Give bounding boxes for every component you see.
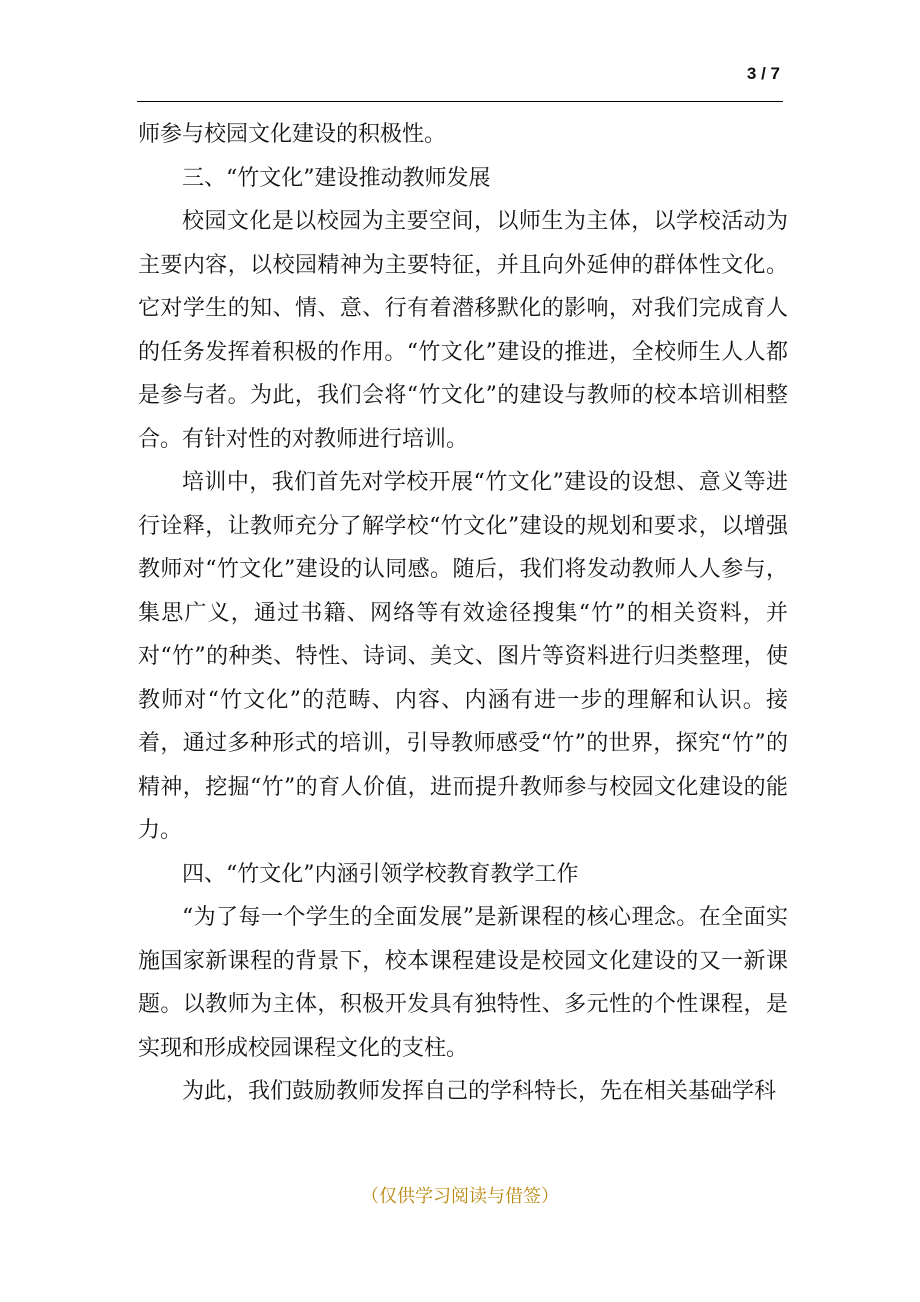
paragraph: “为了每一个学生的全面发展”是新课程的核心理念。在全面实施国家新课程的背景下，校本课程建设是校园文化建设的又一新课题。以教师为主体，积极开发具有独特性、多元性的个性课程，是实现和形成校园课程文化的支柱。 bbox=[138, 905, 788, 1061]
header-divider bbox=[137, 101, 783, 102]
page-number: 3 / 7 bbox=[746, 64, 780, 83]
section-heading-three: 三、“竹文化”建设推动教师发展 bbox=[182, 165, 491, 191]
paragraph: 培训中，我们首先对学校开展“竹文化”建设的设想、意义等进行诠释，让教师充分了解学校“竹文化”建设的规划和要求，以增强教师对“竹文化”建设的认同感。随后，我们将发动教师人人参与，集思广义，通过书籍、网络等有效途径搜集“竹”的相关资料，并对“竹”的种类、特性、诗词、美文、图片等资料进行归类整理，使教师对“竹文化”的范畴、内容、内涵有进一步的理解和认识。接着，通过多种形式的培训，引导教师感受“竹”的世界，探究“竹”的精神，挖掘“竹”的育人价值，进而提升教师参与校园文化建设的能力。 bbox=[138, 470, 788, 843]
footer-note: （仅供学习阅读与借签） bbox=[361, 1186, 559, 1207]
document-body bbox=[138, 113, 788, 1114]
paragraph-continued: 师参与校园文化建设的积极性。 bbox=[138, 122, 447, 147]
paragraph: 校园文化是以校园为主要空间，以师生为主体，以学校活动为主要内容，以校园精神为主要特征，并且向外延伸的群体性文化。它对学生的知、情、意、行有着潜移默化的影响，对我们完成育人的任务发挥着积极的作用。“竹文化”建设的推进，全校师生人人都是参与者。为此，我们会将“竹文化”的建设与教师的校本培训相整合。有针对性的对教师进行培训。 bbox=[138, 209, 788, 452]
section-heading-four: 四、“竹文化”内涵引领学校教育教学工作 bbox=[182, 861, 579, 887]
paragraph: 为此，我们鼓励教师发挥自己的学科特长，先在相关基础学科 bbox=[182, 1079, 777, 1104]
